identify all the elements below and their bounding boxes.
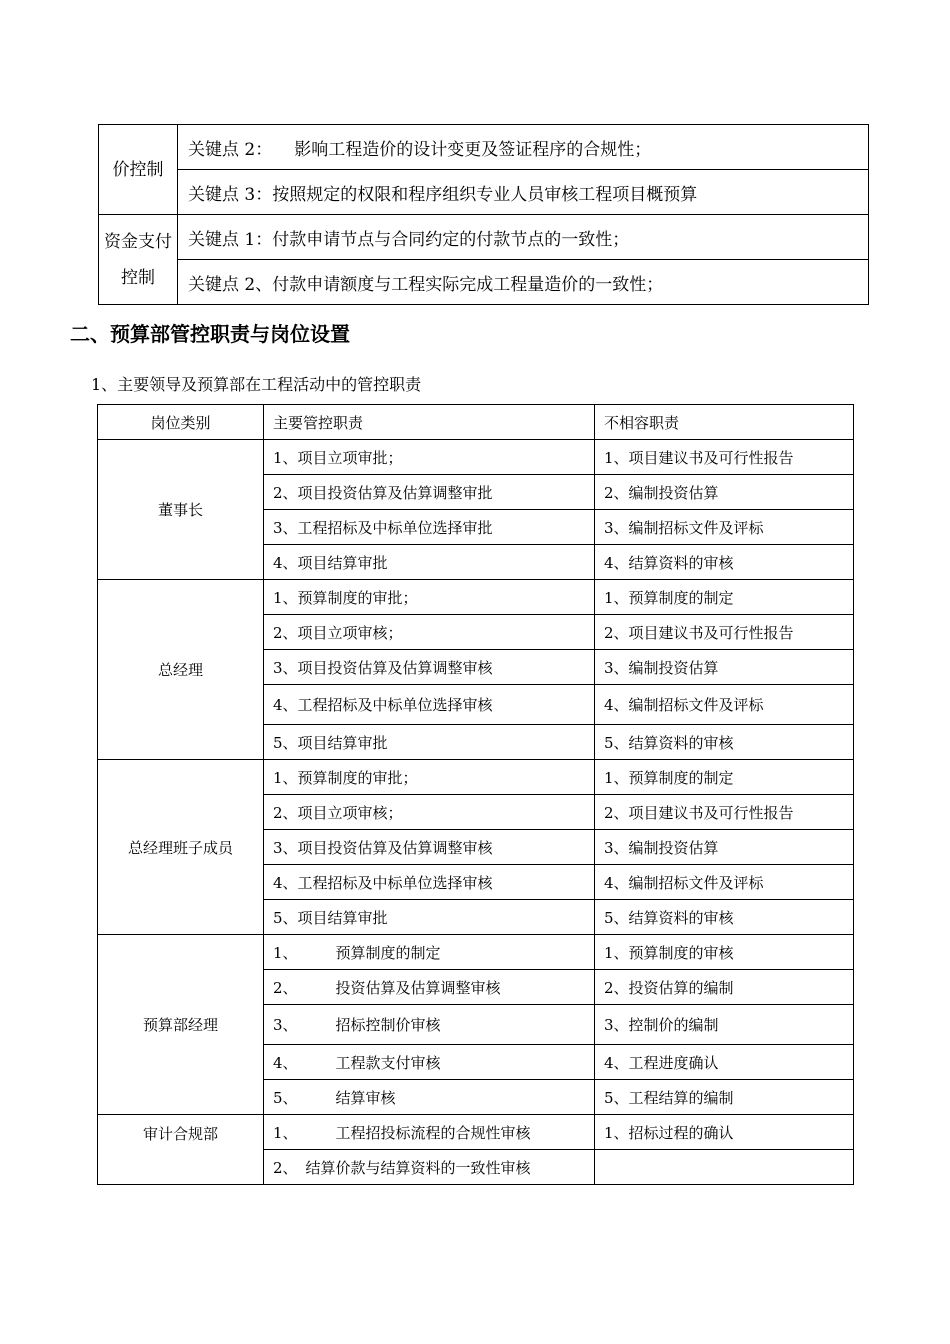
conflict-cell [595, 1150, 854, 1185]
position-cell: 总经理 [98, 580, 264, 760]
category-cell: 价控制 [99, 125, 178, 215]
conflict-cell: 3、编制投资估算 [595, 830, 854, 865]
duty-number: 2、 [273, 483, 298, 502]
duty-cell [264, 1005, 595, 1045]
duty-number: 2、 [273, 1158, 298, 1177]
duty-number: 5、 [273, 733, 298, 752]
key-point-label: 关键点 2、 [188, 274, 273, 295]
duty-number: 3、 [273, 518, 298, 537]
duty-cell [264, 475, 595, 510]
position-cell: 审计合规部 [98, 1115, 264, 1185]
duty-text: 项目结算审批 [297, 908, 388, 927]
position-cell: 董事长 [98, 440, 264, 580]
conflict-cell: 3、控制价的编制 [595, 1005, 854, 1045]
duty-table [97, 404, 854, 1185]
duty-number: 1、 [273, 943, 298, 962]
duty-text: 结算价款与结算资料的一致性审核 [305, 1158, 531, 1177]
conflict-cell: 1、预算制度的制定 [595, 760, 854, 795]
conflict-cell: 2、项目建议书及可行性报告 [595, 795, 854, 830]
header-row [98, 405, 854, 440]
key-point-label: 关键点 1： [188, 229, 273, 250]
table-row [98, 760, 854, 795]
duty-number: 5、 [273, 1088, 298, 1107]
duty-number: 2、 [273, 623, 298, 642]
duty-text: 预算制度的审批； [297, 768, 418, 787]
duty-number: 1、 [273, 1123, 298, 1142]
duty-text: 工程招标及中标单位选择审批 [297, 518, 493, 537]
header-position: 岗位类别 [98, 405, 264, 440]
duty-text: 工程招投标流程的合规性审核 [335, 1123, 531, 1142]
duty-cell [264, 935, 595, 970]
table-row [99, 215, 869, 260]
duty-cell [264, 865, 595, 900]
duty-number: 3、 [273, 838, 298, 857]
duty-number: 1、 [273, 448, 298, 467]
duty-number: 5、 [273, 908, 298, 927]
duty-text: 项目结算审批 [297, 733, 388, 752]
duty-text: 项目投资估算及估算调整审批 [297, 483, 493, 502]
duty-cell [264, 580, 595, 615]
duty-number: 4、 [273, 696, 298, 714]
duty-number: 2、 [273, 978, 298, 997]
duty-cell [264, 1115, 595, 1150]
position-cell: 总经理班子成员 [98, 760, 264, 935]
duty-text: 项目立项审批； [297, 448, 403, 467]
table-row [99, 260, 869, 305]
conflict-cell: 3、编制招标文件及评标 [595, 510, 854, 545]
duty-cell [264, 1045, 595, 1080]
conflict-cell: 5、工程结算的编制 [595, 1080, 854, 1115]
key-point-cell [178, 260, 869, 305]
duty-text: 项目投资估算及估算调整审核 [297, 838, 493, 857]
key-point-text: 按照规定的权限和程序组织专业人员审核工程项目概预算 [272, 184, 698, 205]
duty-cell [264, 510, 595, 545]
conflict-cell: 1、招标过程的确认 [595, 1115, 854, 1150]
duty-number: 1、 [273, 768, 298, 787]
section-heading: 二、预算部管控职责与岗位设置 [70, 322, 350, 346]
category-cell: 资金支付控制 [99, 215, 178, 305]
duty-text: 招标控制价审核 [335, 1016, 441, 1034]
duty-number: 3、 [273, 658, 298, 677]
duty-number: 4、 [273, 873, 298, 892]
key-point-text: 付款申请额度与工程实际完成工程量造价的一致性； [272, 274, 664, 295]
duty-text: 工程招标及中标单位选择审核 [297, 696, 493, 714]
conflict-cell: 4、结算资料的审核 [595, 545, 854, 580]
key-point-label: 关键点 3： [188, 184, 273, 205]
duty-text: 预算制度的制定 [335, 943, 441, 962]
duty-text: 预算制度的审批； [297, 588, 418, 607]
conflict-cell: 3、编制投资估算 [595, 650, 854, 685]
conflict-cell: 2、项目建议书及可行性报告 [595, 615, 854, 650]
table-row [98, 1115, 854, 1150]
duty-number: 4、 [273, 1053, 298, 1072]
duty-number: 1、 [273, 588, 298, 607]
duty-cell [264, 440, 595, 475]
duty-text: 项目投资估算及估算调整审核 [297, 658, 493, 677]
duty-cell [264, 545, 595, 580]
table-row [99, 170, 869, 215]
conflict-cell: 4、编制招标文件及评标 [595, 685, 854, 725]
conflict-cell: 1、预算制度的制定 [595, 580, 854, 615]
duty-text: 工程招标及中标单位选择审核 [297, 873, 493, 892]
duty-text: 投资估算及估算调整审核 [335, 978, 501, 997]
duty-cell [264, 970, 595, 1005]
table-row [98, 580, 854, 615]
duty-table-body [98, 440, 854, 1185]
key-point-text: 影响工程造价的设计变更及签证程序的合规性； [294, 139, 652, 160]
duty-cell [264, 760, 595, 795]
duty-text: 项目立项审核； [297, 623, 403, 642]
key-point-cell [178, 215, 869, 260]
header-duty: 主要管控职责 [264, 405, 595, 440]
duty-cell [264, 1080, 595, 1115]
key-point-label: 关键点 2： [188, 139, 273, 160]
duty-number: 3、 [273, 1016, 298, 1034]
conflict-cell: 5、结算资料的审核 [595, 725, 854, 760]
duty-cell [264, 650, 595, 685]
conflict-cell: 4、工程进度确认 [595, 1045, 854, 1080]
conflict-cell: 2、编制投资估算 [595, 475, 854, 510]
duty-cell [264, 830, 595, 865]
duty-text: 项目立项审核； [297, 803, 403, 822]
duty-cell [264, 900, 595, 935]
table-row [99, 125, 869, 170]
conflict-cell: 2、投资估算的编制 [595, 970, 854, 1005]
key-point-text: 付款申请节点与合同约定的付款节点的一致性； [272, 229, 630, 250]
duty-text: 项目结算审批 [297, 553, 388, 572]
duty-cell [264, 725, 595, 760]
key-point-cell [178, 170, 869, 215]
duty-number: 2、 [273, 803, 298, 822]
conflict-cell: 1、项目建议书及可行性报告 [595, 440, 854, 475]
position-cell: 预算部经理 [98, 935, 264, 1115]
conflict-cell: 1、预算制度的审核 [595, 935, 854, 970]
duty-cell [264, 1150, 595, 1185]
duty-cell [264, 795, 595, 830]
control-points-table [98, 124, 869, 305]
duty-number: 4、 [273, 553, 298, 572]
conflict-cell: 4、编制招标文件及评标 [595, 865, 854, 900]
header-conflict: 不相容职责 [595, 405, 854, 440]
duty-text: 工程款支付审核 [335, 1053, 441, 1072]
duty-cell [264, 615, 595, 650]
key-point-cell [178, 125, 869, 170]
table-row [98, 935, 854, 970]
table-row [98, 440, 854, 475]
duty-text: 结算审核 [335, 1088, 396, 1107]
sub-heading: 1、主要领导及预算部在工程活动中的管控职责 [91, 375, 422, 394]
conflict-cell: 5、结算资料的审核 [595, 900, 854, 935]
duty-cell [264, 685, 595, 725]
